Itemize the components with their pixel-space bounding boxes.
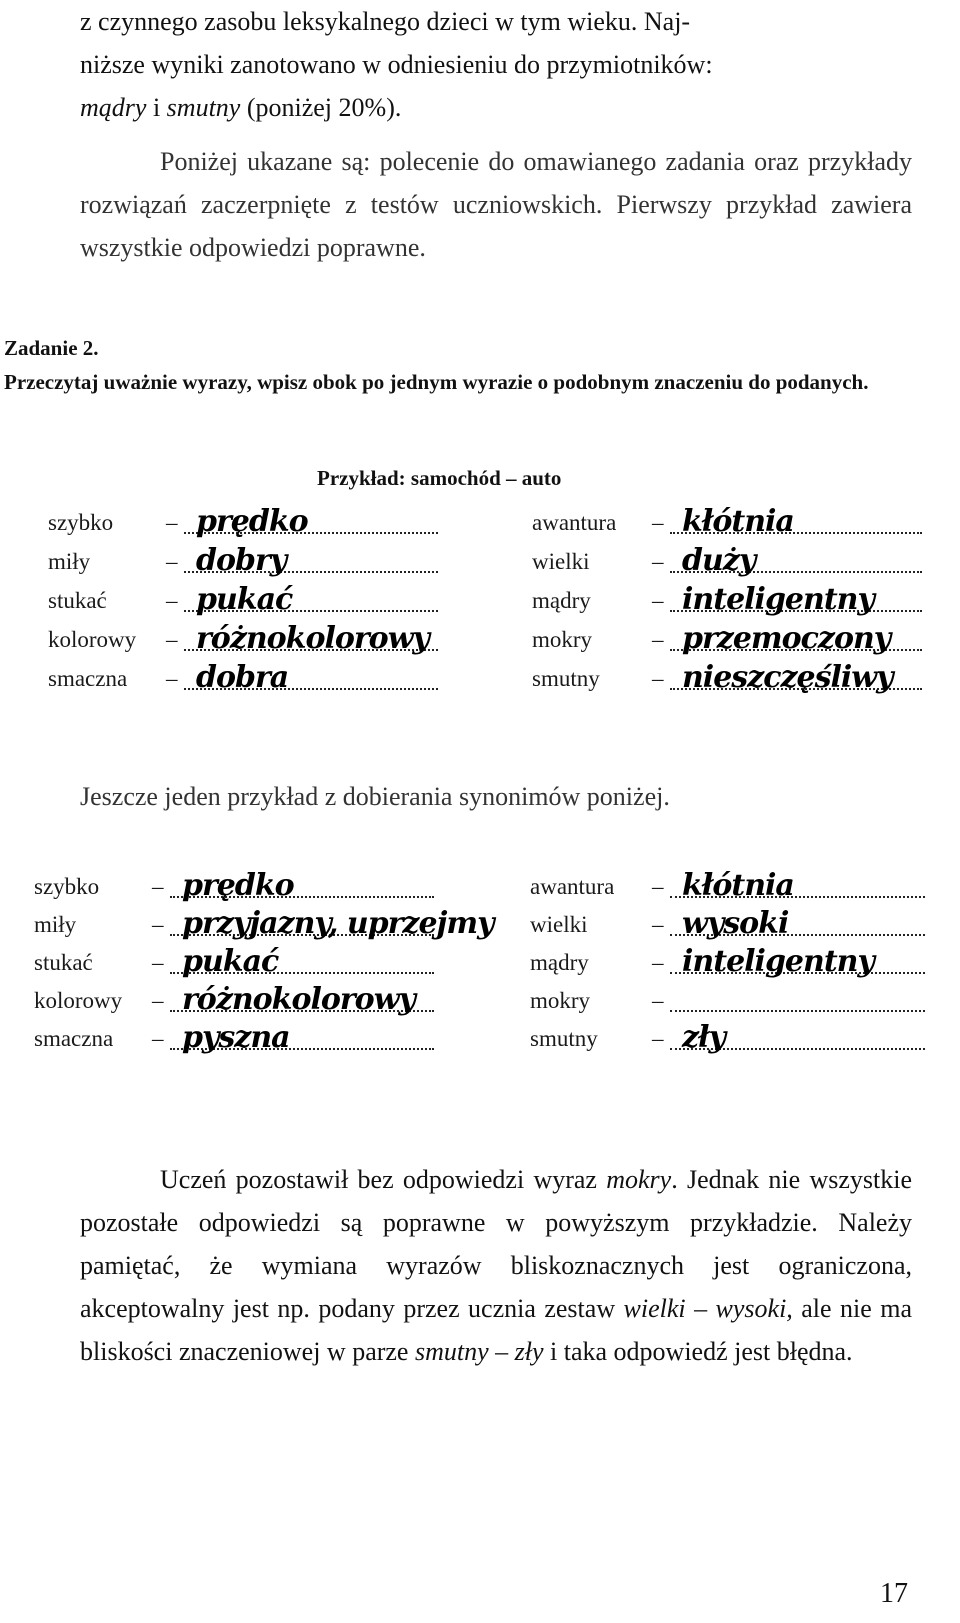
dash: – xyxy=(166,510,178,535)
text-span: . Jednak nie wszystkie pozostałe odpowiedzi są poprawne w powyższym przykładzie. Należy pamiętać, że wymiana wyrazów bliskoznacznych jest ograniczona, akceptowalny jest np. podany przez ucznia zestaw xyxy=(80,1165,912,1323)
prompt-word: smaczna xyxy=(34,1026,114,1051)
dash: – xyxy=(652,912,664,937)
text-span: ale nie ma bliskości znaczeniowej w parze xyxy=(80,1294,912,1366)
prompt-word: mokry xyxy=(530,988,591,1013)
handwritten-answer: kłótnia xyxy=(682,504,794,539)
paragraph-bottom xyxy=(80,1158,912,1373)
dash: – xyxy=(166,549,178,574)
dash: – xyxy=(652,627,664,652)
handwritten-answer: przemoczony xyxy=(682,621,891,656)
task-instruction: Przeczytaj uważnie wyrazy, wpisz obok po jednym wyrazie o podobnym znaczeniu do podanych. xyxy=(4,370,869,394)
worksheet-row-left xyxy=(34,1020,434,1064)
worksheet-row-right xyxy=(530,988,925,1026)
dash: – xyxy=(652,549,664,574)
page-number: 17 xyxy=(880,1578,908,1609)
text-line: z czynnego zasobu leksykalnego dzieci w tym wieku. Naj- xyxy=(80,7,691,36)
handwritten-answer: przyjazny, uprzejmy xyxy=(182,906,494,941)
handwritten-answer: prędko xyxy=(182,868,294,903)
prompt-word: stukać xyxy=(34,950,93,975)
dash: – xyxy=(166,666,178,691)
paragraph-top xyxy=(80,0,912,129)
prompt-word: wielki xyxy=(532,549,590,574)
handwritten-answer: inteligentny xyxy=(682,944,874,979)
prompt-word: mądry xyxy=(532,588,591,613)
intro-text: Poniżej ukazane są: polecenie do omawianego zadania oraz przykłady rozwiązań zaczerpnięte z testów uczniowskich. Pierwszy przykład zawiera wszystkie odpowiedzi poprawne. xyxy=(80,147,912,262)
handwritten-answer: inteligentny xyxy=(682,582,874,617)
dash: – xyxy=(152,874,164,899)
dash: – xyxy=(152,988,164,1013)
prompt-word: szybko xyxy=(34,874,100,899)
dash: – xyxy=(152,1026,164,1051)
handwritten-answer: dobra xyxy=(196,660,289,695)
prompt-word: szybko xyxy=(48,510,114,535)
dash: – xyxy=(166,588,178,613)
handwritten-answer: zły xyxy=(682,1020,726,1055)
handwritten-answer: prędko xyxy=(196,504,308,539)
prompt-word: wielki xyxy=(530,912,588,937)
handwritten-answer: różnokolorowy xyxy=(182,982,415,1017)
prompt-word: smutny xyxy=(532,666,600,691)
prompt-word: miły xyxy=(48,549,91,574)
prompt-word: smaczna xyxy=(48,666,128,691)
dash: – xyxy=(166,627,178,652)
dash: – xyxy=(152,950,164,975)
prompt-word: kolorowy xyxy=(48,627,137,652)
italic-word: wielki – wysoki, xyxy=(623,1294,793,1323)
prompt-word: awantura xyxy=(530,874,615,899)
dash: – xyxy=(652,950,664,975)
text-span: Uczeń pozostawił bez odpowiedzi wyraz xyxy=(160,1165,607,1194)
dash: – xyxy=(652,510,664,535)
task-title: Zadanie 2. xyxy=(4,336,99,360)
prompt-word: mądry xyxy=(530,950,589,975)
dash: – xyxy=(652,988,664,1013)
bottom-text xyxy=(80,1158,912,1373)
prompt-word: stukać xyxy=(48,588,107,613)
italic-word: smutny – zły xyxy=(414,1337,544,1366)
italic-word: mokry xyxy=(606,1165,672,1194)
answer-line xyxy=(670,1008,925,1012)
dash: – xyxy=(652,874,664,899)
handwritten-answer: pukać xyxy=(196,582,293,617)
prompt-word: kolorowy xyxy=(34,988,123,1013)
handwritten-answer: pukać xyxy=(182,944,279,979)
prompt-word: smutny xyxy=(530,1026,598,1051)
text-line xyxy=(80,86,912,129)
handwritten-answer: pyszna xyxy=(182,1020,290,1055)
worksheet-row-right xyxy=(532,660,922,704)
prompt-word: awantura xyxy=(532,510,617,535)
handwritten-answer: dobry xyxy=(196,543,287,578)
worksheet-row-right xyxy=(530,944,925,988)
handwritten-answer: różnokolorowy xyxy=(196,621,429,656)
prompt-word: miły xyxy=(34,912,77,937)
paragraph-intro xyxy=(80,140,912,269)
worksheet-row-right xyxy=(530,1020,925,1064)
text-line: niższe wyniki zanotowano w odniesieniu do przymiotników: xyxy=(80,50,713,79)
text-span: (poniżej 20%). xyxy=(240,93,402,122)
handwritten-answer: wysoki xyxy=(682,906,789,941)
handwritten-answer: duży xyxy=(682,543,756,578)
between-text: Jeszcze jeden przykład z dobierania synonimów poniżej. xyxy=(80,782,670,811)
text-span: i taka odpowiedź jest błędna. xyxy=(543,1337,853,1366)
task-example: Przykład: samochód – auto xyxy=(317,466,562,490)
dash: – xyxy=(652,588,664,613)
italic-word: mądry xyxy=(80,93,147,122)
handwritten-answer: kłótnia xyxy=(682,868,794,903)
dash: – xyxy=(652,666,664,691)
text-span: i xyxy=(146,93,167,122)
paragraph-between xyxy=(80,775,912,818)
worksheet-row-left xyxy=(48,660,438,704)
dash: – xyxy=(652,1026,664,1051)
prompt-word: mokry xyxy=(532,627,593,652)
dash: – xyxy=(152,912,164,937)
italic-word: smutny xyxy=(166,93,241,122)
handwritten-answer: nieszczęśliwy xyxy=(682,660,893,695)
